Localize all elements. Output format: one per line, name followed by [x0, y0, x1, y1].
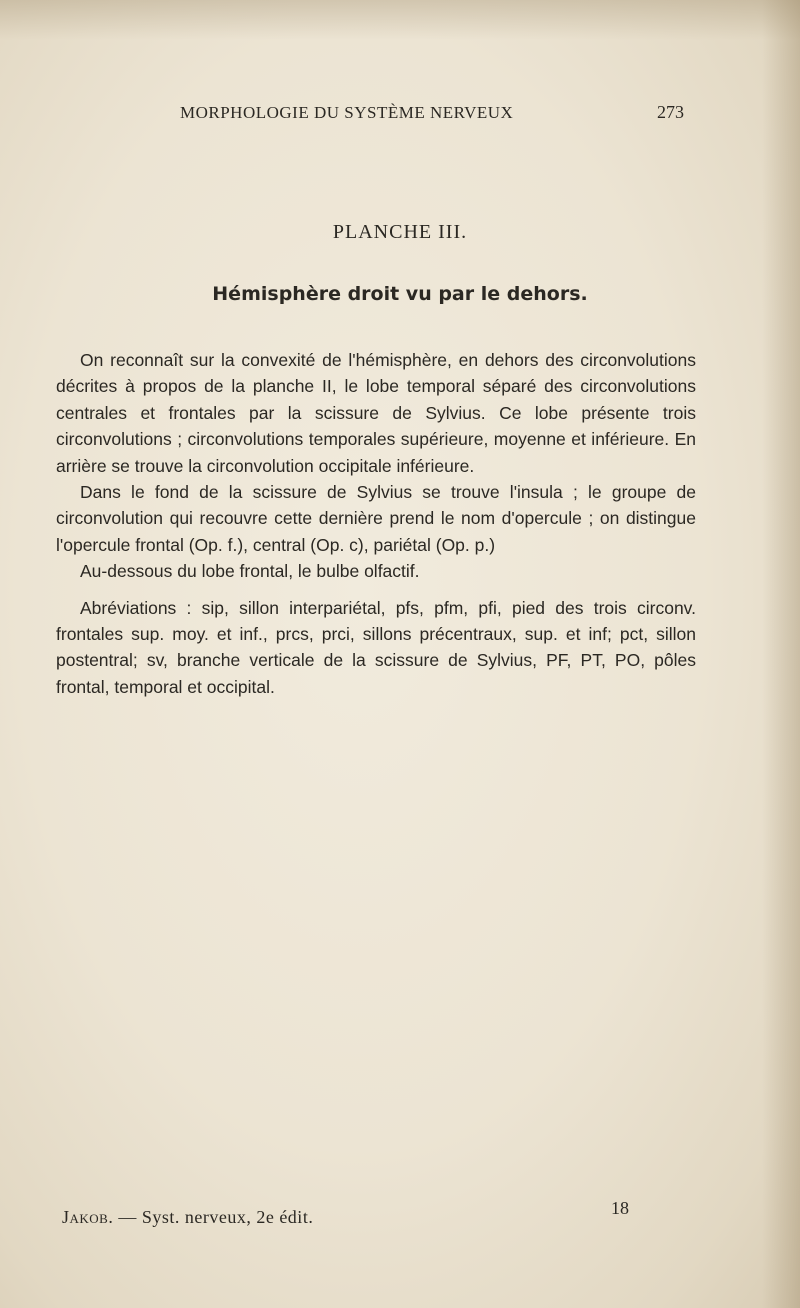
page-number: 273 — [657, 102, 684, 122]
running-head-title: MORPHOLOGIE DU SYSTÈME NERVEUX — [180, 103, 514, 122]
paragraph-bulbe: Au-dessous du lobe frontal, le bulbe olfactif. — [80, 561, 420, 582]
paragraph-abbreviations: Abréviations : sip, sillon interpariétal, pfs, pfm, pfi, pied des trois circonv. frontales sup. moy. et inf., prcs, prci, sillons précentraux, sup. et inf; pct, sillon postentral; sv, branche verticale de la scissure de Sylvius, PF, PT, PO, pôles frontal, temporal et occipital. — [56, 597, 696, 697]
footer-author: Jakob. — [62, 1207, 114, 1227]
plate-subtitle: Hémisphère droit vu par le dehors. — [212, 283, 588, 305]
footer-work: Syst. nerveux, 2e édit. — [141, 1207, 314, 1227]
footer-citation — [62, 1207, 313, 1228]
body-text — [56, 347, 696, 700]
signature-mark: 18 — [611, 1198, 629, 1218]
plate-title: PLANCHE III. — [332, 221, 468, 243]
page-shadow-right — [762, 0, 800, 1308]
paragraph-insula: Dans le fond de la scissure de Sylvius se trouve l'insula ; le groupe de circonvolution qui recouvre cette dernière prend le nom d'opercule ; on distingue l'opercule frontal (Op. f.), central (Op. c), pariétal (Op. p.) — [56, 482, 696, 555]
footer-dash: — — [118, 1207, 137, 1227]
page-shadow-top — [0, 0, 800, 40]
paragraph-description: On reconnaît sur la convexité de l'hémisphère, en dehors des circonvolutions décrites à propos de la planche II, le lobe temporal séparé des circonvolutions centrales et frontales par la scissure de Sylvius. Ce lobe présente trois circonvolutions ; circonvolutions temporales supérieure, moyenne et inférieure. En arrière se trouve la circonvolution occipitale inférieure. — [56, 350, 696, 476]
